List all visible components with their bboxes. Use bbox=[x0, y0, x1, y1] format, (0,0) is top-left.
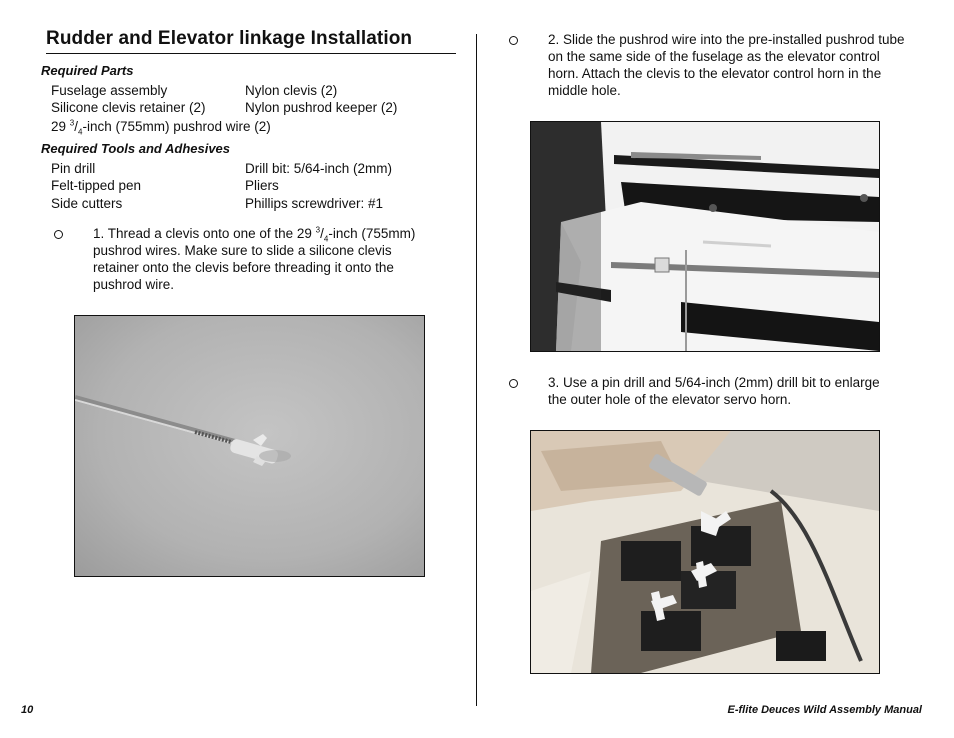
elevator-control-horn-photo bbox=[530, 121, 880, 352]
tools-item: Pliers bbox=[245, 178, 279, 193]
footer-manual-title: E-flite Deuces Wild Assembly Manual bbox=[727, 704, 922, 716]
tools-item: Felt-tipped pen bbox=[51, 178, 142, 193]
parts-item: Nylon pushrod keeper (2) bbox=[245, 100, 398, 115]
parts-item: Nylon clevis (2) bbox=[245, 83, 338, 98]
page-number: 10 bbox=[21, 704, 34, 716]
step3-checkbox-icon[interactable] bbox=[509, 379, 518, 388]
tools-item: Pin drill bbox=[51, 161, 96, 176]
tools-item: Side cutters bbox=[51, 196, 123, 211]
step1-checkbox-icon[interactable] bbox=[54, 230, 63, 239]
step2-text: 2. Slide the pushrod wire into the pre-installed pushrod tube on the same side of the fuselage as the elevator control horn. Attach the clevis to the elevator control horn in the middle hole. bbox=[548, 32, 905, 98]
column-divider bbox=[476, 34, 477, 706]
step3-text: 3. Use a pin drill and 5/64-inch (2mm) drill bit to enlarge the outer hole of the elevator servo horn. bbox=[548, 375, 880, 407]
page-title: Rudder and Elevator linkage Installation bbox=[46, 28, 456, 54]
tools-item: Drill bit: 5/64-inch (2mm) bbox=[245, 161, 393, 176]
tools-item: Phillips screwdriver: #1 bbox=[245, 196, 384, 211]
step2-checkbox-icon[interactable] bbox=[509, 36, 518, 45]
parts-item: Fuselage assembly bbox=[51, 83, 168, 98]
parts-item-pushrod-wire: 29 $^3/_4$-inch (755mm) pushrod wire (2) bbox=[51, 118, 271, 137]
required-tools-heading: Required Tools and Adhesives bbox=[41, 141, 231, 156]
required-parts-heading: Required Parts bbox=[41, 63, 134, 78]
parts-item: Silicone clevis retainer (2) bbox=[51, 100, 206, 115]
step1-text: 1. Thread a clevis onto one of the 29 $^3/_4$-inch (755mm) pushrod wires. Make sure to slide a silicone clevis retainer onto the clevis before threading it onto the pushrod wire. bbox=[93, 225, 416, 292]
servo-horn-drilling-photo bbox=[530, 430, 880, 674]
clevis-pushrod-photo bbox=[74, 315, 425, 577]
